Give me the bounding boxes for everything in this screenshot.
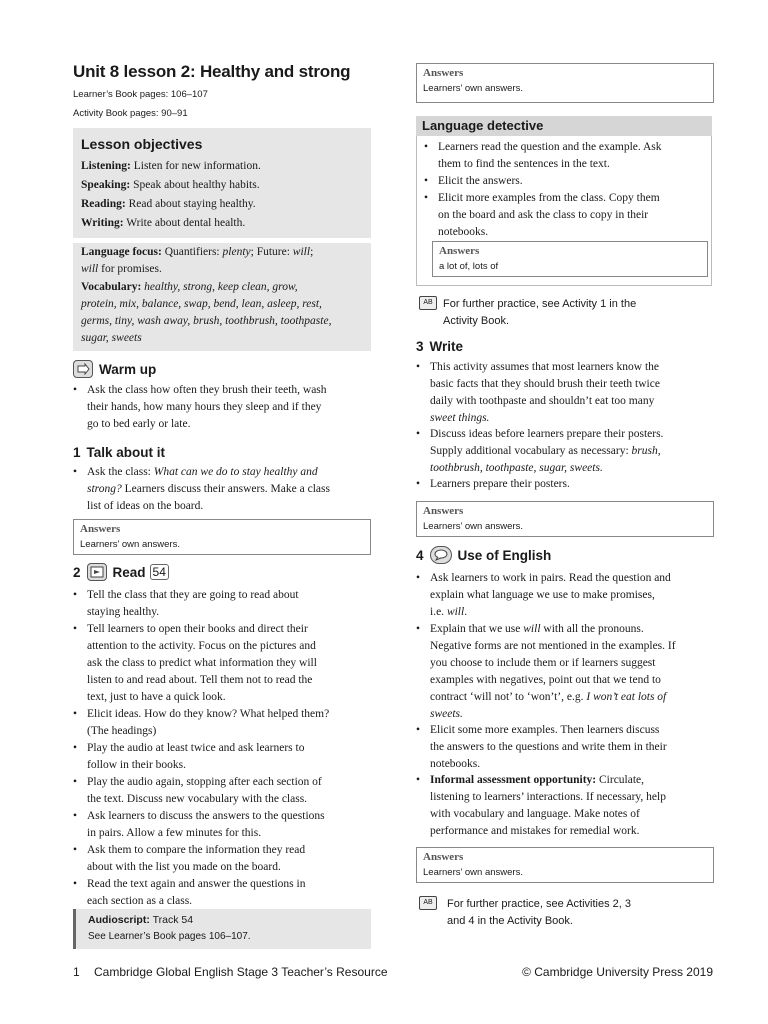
read-bullet: • Read the text again and answer the questions in each section as a class. (73, 878, 306, 907)
objective-listening: Listening: Listen for new information. (81, 160, 261, 172)
focus-line-2: will for promises. (81, 263, 162, 275)
answers-box-language: Answers a lot of, lots of (432, 241, 708, 277)
language-bullet: • Elicit more examples from the class. Copy them on the board and ask the class to copy in their notebooks. (424, 192, 660, 238)
language-focus-box (73, 243, 371, 351)
warmup-heading: Warm up (73, 360, 156, 378)
footer-title: Cambridge Global English Stage 3 Teacher’s Resource (94, 965, 388, 979)
write-heading: 3 Write (416, 339, 464, 354)
reading-icon (87, 563, 107, 581)
objectives-heading: Lesson objectives (81, 136, 203, 152)
use-bullet-3: • Elicit some more examples. Then learners discuss the answers to the questions and write them in their notebooks. (416, 724, 667, 770)
footer-page-number: 1 (73, 965, 80, 979)
vocab-line-4: sugar, sweets (81, 332, 142, 344)
activity-book-icon: AB (419, 296, 437, 310)
read-heading: 2 Read 54 (73, 563, 169, 581)
read-bullet: • Ask learners to discuss the answers to the questions in pairs. Allow a few minutes for this. (73, 810, 325, 839)
read-bullet: • Ask them to compare the information they read about with the list you made on the board. (73, 844, 306, 873)
footer-copyright: © Cambridge University Press 2019 (522, 965, 713, 979)
warmup-icon (73, 360, 93, 378)
talk-bullet: • Ask the class: What can we do to stay healthy and strong? Learners discuss their answers. Make a class list of ideas on the board. (73, 466, 330, 512)
focus-line-1: Language focus: Quantifiers: plenty; Future: will; (81, 246, 314, 258)
objective-speaking: Speaking: Speak about healthy habits. (81, 179, 260, 191)
audioscript-pages: See Learner’s Book pages 106–107. (88, 931, 251, 942)
objective-writing: Writing: Write about dental health. (81, 217, 246, 229)
use-bullet-2: • Explain that we use will with all the pronouns. Negative forms are not mentioned in the examples. If you choose to include them or if learners suggest examples with negatives, point out that we tend to contract ‘will not’ to ‘won’t’, e.g. I won’t eat lots of sweets. (416, 623, 676, 720)
page-title: Unit 8 lesson 2: Healthy and strong (73, 62, 351, 81)
language-bullet: • Learners read the question and the example. Ask them to find the sentences in the text. (424, 141, 662, 170)
talk-about-it-heading: 1 Talk about it (73, 445, 166, 460)
use-of-english-heading: 4 Use of English (416, 547, 552, 563)
use-bullet-1: • Ask learners to work in pairs. Read the question and explain what language we use to make promises, i.e. will. (416, 572, 671, 618)
read-bullet: • Tell learners to open their books and direct their attention to the activity. Focus on the pictures and ask the class to predict what information they will listen to and read about. Tell them not to read the text, just to have a quick look. (73, 623, 317, 703)
track-badge: 54 (150, 564, 169, 580)
read-bullet: • Play the audio at least twice and ask learners to follow in their books. (73, 742, 305, 771)
vocab-line-2: protein, mix, balance, swap, bend, lean, asleep, rest, (81, 298, 322, 310)
read-bullet: • Elicit ideas. How do they know? What helped them? (The headings) (73, 708, 330, 737)
answers-box-write: Answers Learners’ own answers. (416, 501, 714, 537)
write-bullet-3: • Learners prepare their posters. (416, 478, 570, 490)
further-practice-2: AB For further practice, see Activities 2, 3 and 4 in the Activity Book. (419, 896, 709, 930)
read-bullets (73, 587, 371, 910)
warmup-bullet: • Ask the class how often they brush their teeth, wash their hands, how many hours they sleep and if they go to bed early or late. (73, 384, 327, 430)
audioscript-box (73, 909, 371, 949)
audioscript-line: Audioscript: Track 54 (88, 914, 194, 926)
write-bullet-2: • Discuss ideas before learners prepare their posters. Supply additional vocabulary as necessary: brush, toothbrush, toothpaste, sugar, sweets. (416, 428, 664, 474)
answers-box-use-of-english: Answers Learners’ own answers. (416, 847, 714, 883)
vocab-line-1: Vocabulary: healthy, strong, keep clean, grow, (81, 281, 298, 293)
read-bullet: • Tell the class that they are going to read about staying healthy. (73, 589, 299, 618)
language-detective-bullets (424, 139, 708, 241)
answers-box-top-right: Answers Learners’ own answers. (416, 63, 714, 103)
learners-book-pages: Learner’s Book pages: 106–107 (73, 89, 208, 100)
write-bullet-1: • This activity assumes that most learners know the basic facts that they should brush their teeth twice daily with toothpaste and shouldn’t eat too many sweet things. (416, 361, 660, 424)
speech-bubble-icon (430, 546, 452, 564)
language-detective-heading: Language detective (416, 116, 712, 136)
further-practice-1: AB For further practice, see Activity 1 in the Activity Book. (419, 296, 709, 330)
language-bullet: • Elicit the answers. (424, 175, 523, 187)
activity-book-pages: Activity Book pages: 90–91 (73, 108, 188, 119)
lesson-objectives-box (73, 128, 371, 238)
read-bullet: • Play the audio again, stopping after each section of the text. Discuss new vocabulary with the class. (73, 776, 322, 805)
vocab-line-3: germs, tiny, wash away, brush, toothbrush, toothpaste, (81, 315, 332, 327)
use-bullet-4: • Informal assessment opportunity: Circulate, listening to learners’ interactions. If necessary, help with vocabulary and language. Make notes of performance and mistakes for remedial work. (416, 774, 666, 837)
objective-reading: Reading: Read about staying healthy. (81, 198, 256, 210)
answers-box-1: Answers Learners’ own answers. (73, 519, 371, 555)
activity-book-icon: AB (419, 896, 437, 910)
